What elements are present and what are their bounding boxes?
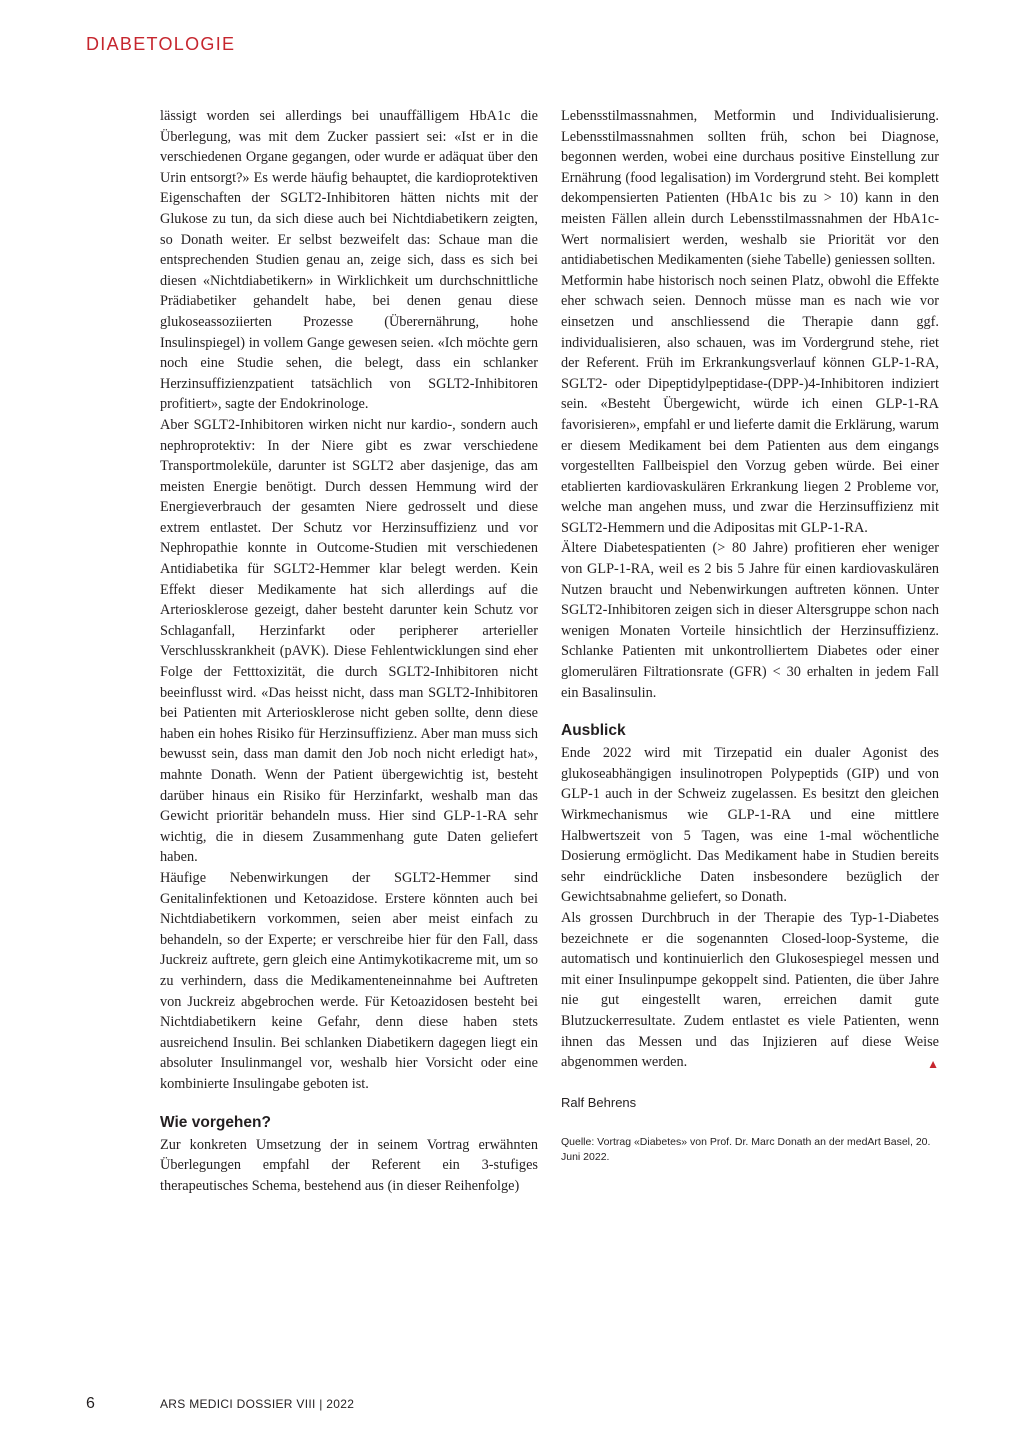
last-paragraph-text: Als grossen Durchbruch in der Therapie des Typ-1-Diabetes bezeichnete er die sogenannten Closed-loop-Systeme, die automatisch und kontinuierlich den Glukosespiegel messen und mit einer Insulinpumpe gekoppelt sind. Patienten, die über Jahre nie gut eingestellt waren, erreichen damit gute Blutzuckerresultate. Zudem entlastet es viele Patienten, wenn ihnen das Messen und das Injizieren auf diese Weise abgenommen werden. — [561, 909, 939, 1071]
end-of-article-triangle-icon: ▲ — [927, 1057, 939, 1072]
body-paragraph: Lebensstilmassnahmen, Metformin und Individualisierung. Lebensstilmassnahmen sollten früh, schon bei Diagnose, begonnen werden, wobei eine durchaus positive Einstellung zur Ernährung (food legalisation) im Vordergrund steht. Bei komplett dekompensierten Patienten (HbA1c bis zu > 10) kann in den meisten Fällen allein durch Lebensstilmassnahmen der HbA1c-Wert normalisiert werden, weshalb sie Priorität vor den antidiabetischen Medikamenten (siehe Tabelle) geniessen sollten. — [561, 108, 939, 269]
right-column — [561, 106, 939, 1165]
journal-footer: ARS MEDICI DOSSIER VIII | 2022 — [160, 1397, 355, 1411]
left-column — [160, 106, 538, 1196]
body-paragraph: Zur konkreten Umsetzung der in seinem Vortrag erwähnten Überlegungen empfahl der Referent ein 3-stufiges therapeutisches Schema, bestehend aus (in dieser Reihenfolge) — [160, 1136, 538, 1194]
body-paragraph: Metformin habe historisch noch seinen Platz, obwohl die Effekte eher schwach seien. Dennoch müsse man es nach wie vor einsetzen und anschliessend die Therapie dann ggf. individualisieren, also schauen, was im Vordergrund stehe, riet der Referent. Früh im Erkrankungsverlauf können GLP-1-RA, SGLT2- oder Dipeptidylpeptidase-(DPP-)4-Inhibitoren indiziert sein. «Besteht Übergewicht, würde ich einen GLP-1-RA favorisieren», empfahl er und lieferte damit die Erklärung, warum er diesem Medikament bei dem Patienten aus dem eingangs vorgestellten Fallbeispiel den Vorzug geben würde. Bei einer etablierten kardiovaskulären Erkrankung liegen 2 Probleme vor, welche man angehen muss, und zwar die Herzinsuffizienz mit SGLT2-Hemmern und die Adipositas mit GLP-1-RA. — [561, 272, 939, 536]
body-paragraph: Ende 2022 wird mit Tirzepatid ein dualer Agonist des glukoseabhängigen insulinotropen Polypeptids (GIP) und von GLP-1 auch in der Schweiz zugelassen. Es besitzt den gleichen Wirkmechanismus wie GLP-1-RA und eine mittlere Halbwertszeit von 5 Tagen, was eine 1-mal wöchentliche Dosierung ermöglicht. Das Medikament habe in Studien bereits sehr eindrückliche Daten insbesondere bezüglich der Gewichtsabnahme geliefert, so Donath. — [561, 745, 939, 906]
source-note: Quelle: Vortrag «Diabetes» von Prof. Dr. Marc Donath an der medArt Basel, 20. Juni 2022. — [561, 1136, 931, 1164]
subheading-wie-vorgehen: Wie vorgehen? — [160, 1113, 271, 1131]
body-paragraph-last — [561, 908, 939, 1073]
body-paragraph: Häufige Nebenwirkungen der SGLT2-Hemmer sind Genitalinfektionen und Ketoazidose. Erstere könnten auch bei Nichtdiabetikern vorkommen, seien aber meist einfach zu behandeln, so der Experte; er verschreibe hier für den Fall, dass Juckreiz auftrete, gern gleich eine Antimykotikacreme mit, um so zu verhindern, dass die Medikamenteneinnahme bei Auftreten von Juckreiz abgebrochen werde. Für Ketoazidosen besteht bei Nichtdiabetikern keine Gefahr, denn diese haben stets ausreichend Insulin. Bei schlanken Diabetikern dagegen liegt ein absoluter Insulinmangel vor, weshalb hier Vorsicht oder eine kombinierte Insulingabe geboten ist. — [160, 869, 538, 1092]
body-paragraph: Ältere Diabetespatienten (> 80 Jahre) profitieren eher weniger von GLP-1-RA, weil es 2 bis 5 Jahre für einen kardiovaskulären Nutzen braucht und Nebenwirkungen auftreten können. Unter SGLT2-Inhibitoren zeigen sich in dieser Altersgruppe schon nach wenigen Monaten Vorteile hinsichtlich der Herzinsuffizienz. Schlanke Patienten mit unkontrolliertem Diabetes oder einer glomerulären Filtrationsrate (GFR) < 30 erhalten in jedem Fall ein Basalinsulin. — [561, 540, 939, 701]
body-paragraph: lässigt worden sei allerdings bei unauffälligem HbA1c die Überlegung, was mit dem Zucker passiert sei: «Ist er in die verschiedenen Organe gegangen, oder wurde er adäquat über den Urin entsorgt?» Es werde häufig behauptet, die kardioprotektiven Eigenschaften der SGLT2-Inhibitoren hätten nichts mit der Glukose zu tun, da sich diese auch bei Nichtdiabetikern zeigten, so Donath weiter. Er selbst bezweifelt das: Schaue man die entsprechenden Studien genau an, zeige sich, dass es sich bei diesen «Nichtdiabetikern» in Wirklichkeit um durchschnittliche Prädiabetiker gehandelt habe, bei denen genau diese glukoseassoziierten Prozesse (Überernährung, hohe Insulinspiegel) in vollem Gange gewesen seien. «Ich möchte gern noch eine Studie sehen, die belegt, dass ein schlanker Herzinsuffizienzpatient tatsächlich von SGLT2-Inhibitoren profitiert», sagte der Endokrinologe. — [160, 108, 538, 413]
section-label: DIABETOLOGIE — [86, 34, 236, 54]
page-number: 6 — [86, 1395, 95, 1412]
body-paragraph: Aber SGLT2-Inhibitoren wirken nicht nur kardio-, sondern auch nephroprotektiv: In der Niere gibt es zwar verschiedene Transportmoleküle, darunter ist SGLT2 aber dasjenige, das am meisten Energie benötigt. Durch dessen Hemmung wird der Energieverbrauch der gesamten Niere gedrosselt und diese extrem entlastet. Der Schutz vor Herzinsuffizienz und vor Nephropathie konnte in Outcome-Studien mit verschiedenen Antidiabetika für SGLT2-Hemmer klar belegt werden. Kein Effekt dieser Medikamente hat sich allerdings auf die Arteriosklerose gezeigt, daher besteht darunter kein Schutz vor Schlaganfall, Herzinfarkt oder peripherer arterieller Verschlusskrankheit (pAVK). Diese Fehlentwicklungen sind eher Folge der Fetttoxizität, die durch SGLT2-Inhibitoren nicht beeinflusst wird. «Das heisst nicht, dass man SGLT2-Inhibitoren bei Patienten mit Arteriosklerose nicht geben sollte, denn diese haben ein hohes Risiko für Herzinsuffizienz. Aber man muss sich bewusst sein, dass man damit den Job noch nicht erledigt hat», mahnte Donath. Wenn der Patient übergewichtig ist, besteht darüber hinaus ein Risiko für Herzinfarkt, weshalb man das Gewicht prioritär behandeln muss. Hier sind GLP-1-RA sehr wichtig, die in diesem Zusammenhang gute Daten geliefert haben. — [160, 416, 538, 866]
subheading-ausblick: Ausblick — [561, 722, 626, 740]
author-name: Ralf Behrens — [561, 1094, 637, 1110]
